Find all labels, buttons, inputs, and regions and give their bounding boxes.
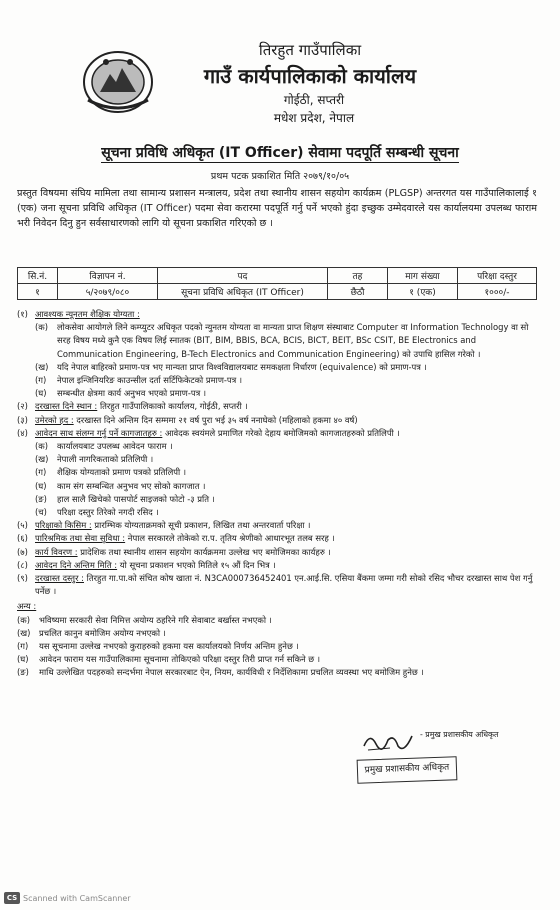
col-fee: परिक्षा दस्तुर (458, 268, 537, 284)
list-item: (घ) काम संग सम्बन्धित अनुभव भए सोको कागजात । (35, 480, 206, 491)
list-item: (ख) यदि नेपाल बाहिरको प्रमाण-पत्र भए मान्यता प्राप्त विश्वविद्यालयबाट समकक्षता निर्धारण (equivalence) को प्रमाण-पत्र । (35, 361, 427, 372)
col-demand: माग संख्या (388, 268, 458, 284)
publication-date: प्रथम पटक प्रकाशित मिति २०७९/१०/०५ (210, 171, 350, 182)
header-office: गाउँ कार्यपालिकाको कार्यालय (203, 64, 417, 88)
section-exam-type: (५) परिक्षाको किसिम : प्रारम्भिक योग्यताक्रमको सूची प्रकाशन, लिखित तथा अन्तरवार्ता परिक्षा । (17, 520, 311, 531)
scanner-watermark (4, 892, 131, 904)
official-stamp: प्रमुख प्रशासकीय अधिकृत (357, 756, 458, 783)
cell-ad-no: ५/२०७९/०८० (58, 284, 158, 300)
signature-label: - प्रमुख प्रशासकीय अधिकृत (420, 730, 499, 739)
list-item: (ङ) हाल सालै खिचेको पासपोर्ट साइजको फोटो -३ प्रति । (35, 493, 215, 504)
cell-demand: १ (एक) (388, 284, 458, 300)
header-province: मधेश प्रदेश, नेपाल (273, 111, 355, 125)
list-item: (क) लोकसेवा आयोगले लिने कम्प्युटर अधिकृत पदको न्युनतम योग्यता वा मान्यता प्राप्त शिक्षण संस्थाबाट Computer वा Information Technology वा सो सरह विषय मध्ये कुनै एक विषय लिई स्नातक (BIT, BIM, BBIS, BCA, BCIS, BICT, BEIT, BSc CSIT, BE Electronics and Communication Engineering, B-Tech Electronics and Communication Engineering) को उपाधि हासिल गरेको । (35, 322, 529, 359)
notice-body (17, 308, 537, 680)
list-item: (क) कार्यालयबाट उपलब्ध आवेदन फाराम । (35, 441, 173, 452)
section-application-place: (२) दरखास्त दिने स्थान : तिरहुत गाउँपालिकाको कार्यालय, गोईठी, सप्तरी । (17, 401, 248, 412)
section-age-limit: (३) उमेरको हद : दरखास्त दिने अन्तिम दिन सम्ममा २१ वर्ष पुरा भई ३५ वर्ष ननाघेको (महिलाको हकमा ४० वर्ष) (17, 414, 358, 425)
table-header-row (18, 268, 537, 284)
header-municipality: तिरहुत गाउँपालिका (258, 41, 362, 59)
list-item: (ग) यस सूचनामा उल्लेख नभएको कुराहरुको हकमा यस कार्यालयको निर्णय अन्तिम हुनेछ । (17, 641, 299, 652)
cell-fee: १०००/- (458, 284, 537, 300)
list-item: (च) परिक्षा दस्तुर तिरेको नगदी रसिद । (35, 507, 159, 518)
camscanner-logo-icon: CS (4, 892, 20, 904)
section-job-description: (७) कार्य विवरण : प्रादेशिक तथा स्थानीय शासन सहयोग कार्यक्रममा उल्लेख भए बमोजिमका कार्यहरु । (17, 546, 331, 557)
col-level: तह (328, 268, 388, 284)
list-item: (ग) शैक्षिक योग्यताको प्रमाण पत्रको प्रतिलिपी । (35, 467, 187, 478)
cell-level: छैठौ (328, 284, 388, 300)
notice-title: सूचना प्रविधि अधिकृत (IT Officer) सेवामा पदपूर्ति सम्बन्धी सूचना (101, 145, 459, 161)
cell-serial: १ (18, 284, 58, 300)
vacancy-table (17, 267, 537, 300)
cell-post: सूचना प्रविधि अधिकृत (IT Officer) (158, 284, 328, 300)
section-salary: (६) पारिश्रमिक तथा सेवा सुविधा : नेपाल सरकारले तोकेको रा.प. तृतिय श्रेणीको आधारभूत तलब सरह । (17, 533, 335, 544)
list-item: (ख) नेपाली नागरिकताको प्रतिलिपी । (35, 454, 154, 465)
col-post: पद (158, 268, 328, 284)
section-deadline: (८) आवेदन दिने अन्तिम मिति : यो सूचना प्रकाशन भएको मितिले १५ औं दिन भित्र । (17, 559, 276, 570)
section-application-fee: (९) दरखास्त दस्तुर : तिरहुत गा.पा.को संचित कोष खाता नं. N3CA000736452401 एन.आई.सि. एसिया बैंकमा जम्मा गरी सोको रसिद भौचर दरखास्त साथ पेश गर्नु पर्नेछ । (17, 573, 533, 597)
list-item: (घ) आवेदन फाराम यस गाउँपालिकामा सूचनामा तोकिएको परिक्षा दस्तुर तिरी प्राप्त गर्न सकिने छ । (17, 654, 321, 665)
col-ad-no: विज्ञापन नं. (58, 268, 158, 284)
list-item: (ङ) माथि उल्लेखित पदहरुको सन्दर्भमा नेपाल सरकारबाट ऐन, नियम, कार्यविधी र निर्देशिकामा प्रचलित व्यवस्था भए बमोजिम हुनेछ । (17, 667, 424, 678)
list-item: (ख) प्रचलित कानुन बमोजिम अयोग्य नभएको । (17, 627, 166, 638)
watermark-text: Scanned with CamScanner (23, 893, 131, 903)
list-item: (ग) नेपाल इन्जिनियरिङ काउन्सील दर्ता सर्टिफिकेटको प्रमाण-पत्र । (35, 375, 243, 386)
table-row (18, 284, 537, 300)
intro-paragraph: प्रस्तुत विषयमा संघिय मामिला तथा सामान्य प्रशासन मन्त्रालय, प्रदेश तथा स्थानीय शासन सहयोग कार्यक्रम (PLGSP) अन्तरगत यस गाउँपालिकालाई १ (एक) जना सूचना प्रविधि अधिकृत (IT Officer) पदमा सेवा करारमा पदपूर्ति गर्नु पर्ने भएको हुंदा इच्छुक उम्मेदवारले यस कार्यालयमा उपलब्ध फाराम भरी निवेदन दिनु हुन सर्वसाधारणको लागि यो सूचना प्रकाशित गरिएको छ । (17, 188, 537, 229)
col-serial: सि.नं. (18, 268, 58, 284)
list-item: (घ) सम्बन्धीत क्षेत्रमा कार्य अनुभव भएको प्रमाण-पत्र । (35, 388, 207, 399)
signature-scribble-icon (360, 728, 420, 756)
header-location: गोईठी, सप्तरी (283, 93, 345, 107)
other-heading: अन्य : (17, 601, 37, 612)
list-item: (क) भविष्यमा सरकारी सेवा निमित्त अयोग्य ठहरिने गरि सेवाबाट बर्खास्त नभएको । (17, 614, 272, 625)
section-documents: (४) आवेदन साथ संलग्न गर्नु पर्ने कागजातहरु : आवेदक स्वयंमले प्रमाणित गरेको देहाय बमोजिमको कागजातहरुको प्रतिलिपी । (17, 427, 400, 438)
section-qualification: (१) आवश्यक न्यूनतम शैक्षिक योग्यता : (17, 309, 140, 319)
